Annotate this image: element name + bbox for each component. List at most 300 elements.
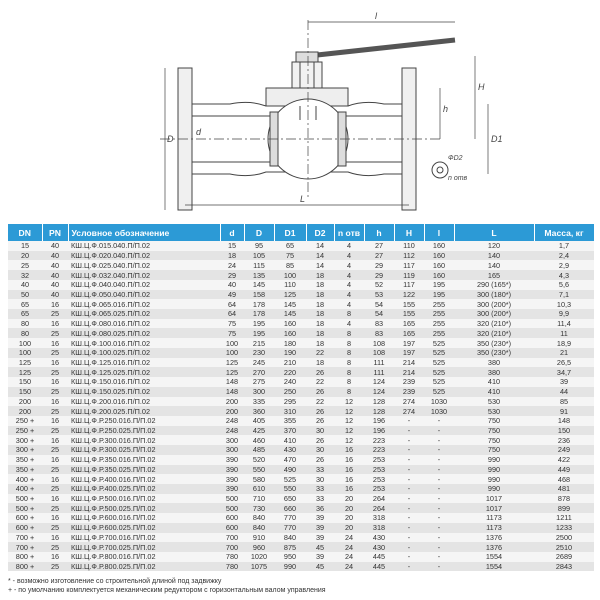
- table-cell: КШ.Ц.Ф.Р.800.025.П/П.02: [68, 562, 220, 572]
- table-cell: КШ.Ц.Ф.065.016.П/П.02: [68, 299, 220, 309]
- table-cell: 64: [220, 299, 244, 309]
- table-cell: 485: [244, 445, 274, 455]
- table-cell: 18: [306, 338, 334, 348]
- table-cell: 430: [364, 542, 394, 552]
- table-cell: 1211: [534, 513, 594, 523]
- table-cell: -: [424, 416, 454, 426]
- table-cell: 111: [364, 367, 394, 377]
- table-cell: 125: [8, 367, 42, 377]
- table-cell: КШ.Ц.Ф.Р.600.025.П/П.02: [68, 523, 220, 533]
- table-cell: 15: [8, 241, 42, 251]
- table-cell: 264: [364, 494, 394, 504]
- table-cell: 160: [424, 251, 454, 261]
- table-cell: 248: [220, 426, 244, 436]
- table-cell: 54: [364, 299, 394, 309]
- table-row: [8, 290, 594, 300]
- table-cell: 26,5: [534, 358, 594, 368]
- table-cell: 80: [8, 319, 42, 329]
- footnote-asterisk: * - возможно изготовление со строительной длиной под задвижку: [8, 578, 222, 585]
- col-header-L: L: [454, 224, 534, 241]
- table-cell: -: [394, 445, 424, 455]
- table-cell: 250 +: [8, 426, 42, 436]
- table-cell: КШ.Ц.Ф.Р.500.025.П/П.02: [68, 503, 220, 513]
- table-cell: 18: [306, 309, 334, 319]
- table-cell: 25: [42, 367, 68, 377]
- table-cell: 1554: [454, 562, 534, 572]
- table-cell: 380: [454, 358, 534, 368]
- table-cell: 2510: [534, 542, 594, 552]
- table-cell: 400 +: [8, 474, 42, 484]
- table-cell: 140: [454, 260, 534, 270]
- table-cell: 210: [274, 358, 306, 368]
- table-cell: 350 (230*): [454, 338, 534, 348]
- table-cell: 253: [364, 474, 394, 484]
- table-row: [8, 309, 594, 319]
- table-cell: 24: [334, 552, 364, 562]
- table-cell: 770: [274, 523, 306, 533]
- table-cell: 8: [334, 377, 364, 387]
- table-cell: 155: [394, 299, 424, 309]
- table-cell: 274: [394, 406, 424, 416]
- table-cell: 449: [534, 465, 594, 475]
- table-cell: 1075: [244, 562, 274, 572]
- table-cell: 410: [454, 387, 534, 397]
- table-cell: КШ.Ц.Ф.065.025.П/П.02: [68, 309, 220, 319]
- table-cell: 350 +: [8, 465, 42, 475]
- table-cell: 108: [364, 338, 394, 348]
- table-row: [8, 251, 594, 261]
- table-cell: 525: [274, 474, 306, 484]
- table-cell: 195: [424, 280, 454, 290]
- table-cell: 150: [8, 377, 42, 387]
- table-cell: КШ.Ц.Ф.125.016.П/П.02: [68, 358, 220, 368]
- table-cell: 18: [306, 319, 334, 329]
- table-cell: 220: [274, 367, 306, 377]
- table-cell: 115: [244, 260, 274, 270]
- table-cell: 960: [244, 542, 274, 552]
- table-cell: КШ.Ц.Ф.050.040.П/П.02: [68, 290, 220, 300]
- table-cell: 840: [244, 523, 274, 533]
- table-cell: 14: [306, 241, 334, 251]
- table-cell: 16: [42, 435, 68, 445]
- table-cell: -: [424, 484, 454, 494]
- table-cell: 249: [534, 445, 594, 455]
- table-cell: 390: [220, 455, 244, 465]
- table-cell: 500: [220, 503, 244, 513]
- table-cell: КШ.Ц.Ф.032.040.П/П.02: [68, 270, 220, 280]
- table-cell: КШ.Ц.Ф.200.016.П/П.02: [68, 397, 220, 407]
- table-cell: 410: [454, 377, 534, 387]
- col-header-n-otv: n отв: [334, 224, 364, 241]
- table-cell: 49: [220, 290, 244, 300]
- table-row: [8, 280, 594, 290]
- col-header-H: H: [394, 224, 424, 241]
- table-cell: 12: [334, 406, 364, 416]
- table-cell: 445: [364, 552, 394, 562]
- table-cell: -: [424, 503, 454, 513]
- table-cell: 12: [334, 426, 364, 436]
- table-cell: 195: [244, 328, 274, 338]
- table-row: [8, 270, 594, 280]
- table-cell: -: [394, 465, 424, 475]
- table-cell: 468: [534, 474, 594, 484]
- dim-label-L: L: [300, 194, 306, 204]
- table-row: [8, 494, 594, 504]
- table-cell: 178: [244, 309, 274, 319]
- table-cell: 18: [306, 270, 334, 280]
- table-cell: 240: [274, 377, 306, 387]
- table-cell: 16: [42, 552, 68, 562]
- table-cell: КШ.Ц.Ф.200.025.П/П.02: [68, 406, 220, 416]
- table-cell: 40: [42, 260, 68, 270]
- table-cell: 145: [274, 299, 306, 309]
- table-cell: 180: [274, 338, 306, 348]
- table-cell: 39: [306, 523, 334, 533]
- table-cell: 700 +: [8, 533, 42, 543]
- table-cell: 230: [244, 348, 274, 358]
- table-cell: 25: [42, 309, 68, 319]
- table-cell: 26: [306, 416, 334, 426]
- table-cell: 135: [244, 270, 274, 280]
- table-cell: 700: [220, 533, 244, 543]
- table-cell: -: [424, 474, 454, 484]
- table-cell: 840: [274, 533, 306, 543]
- table-cell: 22: [306, 348, 334, 358]
- table-cell: 16: [42, 533, 68, 543]
- table-cell: 750: [454, 416, 534, 426]
- table-cell: 525: [424, 377, 454, 387]
- table-cell: 1020: [244, 552, 274, 562]
- table-row: [8, 503, 594, 513]
- table-cell: 83: [364, 319, 394, 329]
- table-cell: 44: [534, 387, 594, 397]
- table-cell: 160: [424, 260, 454, 270]
- table-cell: 200: [8, 397, 42, 407]
- table-cell: -: [424, 542, 454, 552]
- table-cell: 1554: [454, 552, 534, 562]
- table-cell: 2689: [534, 552, 594, 562]
- table-cell: 18: [306, 280, 334, 290]
- table-cell: 253: [364, 484, 394, 494]
- table-cell: 214: [394, 367, 424, 377]
- table-cell: 33: [306, 484, 334, 494]
- table-row: [8, 338, 594, 348]
- table-cell: 178: [244, 299, 274, 309]
- table-cell: 39: [306, 552, 334, 562]
- table-cell: 100: [274, 270, 306, 280]
- table-cell: -: [424, 435, 454, 445]
- table-cell: 490: [274, 465, 306, 475]
- table-cell: КШ.Ц.Ф.015.040.П/П.02: [68, 241, 220, 251]
- table-cell: 650: [274, 494, 306, 504]
- table-cell: 65: [8, 309, 42, 319]
- table-cell: 248: [220, 416, 244, 426]
- table-cell: 40: [8, 280, 42, 290]
- table-cell: 525: [424, 367, 454, 377]
- table-cell: 25: [42, 465, 68, 475]
- table-cell: 160: [274, 328, 306, 338]
- table-cell: 214: [394, 358, 424, 368]
- table-cell: 255: [424, 309, 454, 319]
- table-cell: 990: [454, 474, 534, 484]
- table-cell: 11: [534, 328, 594, 338]
- table-cell: 295: [274, 397, 306, 407]
- table-cell: 125: [8, 358, 42, 368]
- table-cell: 24: [334, 542, 364, 552]
- table-cell: 840: [244, 513, 274, 523]
- table-cell: -: [424, 562, 454, 572]
- table-cell: 150: [8, 387, 42, 397]
- table-body: [8, 241, 594, 571]
- table-cell: 335: [244, 397, 274, 407]
- table-cell: 700: [220, 542, 244, 552]
- table-cell: 100: [220, 338, 244, 348]
- table-row: [8, 435, 594, 445]
- table-cell: КШ.Ц.Ф.Р.400.025.П/П.02: [68, 484, 220, 494]
- table-cell: -: [394, 503, 424, 513]
- table-cell: КШ.Ц.Ф.150.025.П/П.02: [68, 387, 220, 397]
- table-cell: 525: [424, 387, 454, 397]
- table-cell: 30: [306, 474, 334, 484]
- table-cell: 119: [394, 270, 424, 280]
- table-row: [8, 484, 594, 494]
- table-cell: 525: [424, 348, 454, 358]
- table-cell: 270: [244, 367, 274, 377]
- table-cell: 550: [244, 465, 274, 475]
- table-cell: 878: [534, 494, 594, 504]
- table-cell: 25: [42, 387, 68, 397]
- table-cell: 4: [334, 319, 364, 329]
- table-cell: 105: [244, 251, 274, 261]
- table-cell: 215: [244, 338, 274, 348]
- table-cell: 16: [334, 455, 364, 465]
- table-cell: 200: [220, 397, 244, 407]
- table-cell: 290 (165*): [454, 280, 534, 290]
- table-cell: КШ.Ц.Ф.Р.800.016.П/П.02: [68, 552, 220, 562]
- table-cell: 25: [42, 542, 68, 552]
- table-cell: -: [394, 513, 424, 523]
- table-cell: 300: [220, 445, 244, 455]
- table-cell: КШ.Ц.Ф.100.025.П/П.02: [68, 348, 220, 358]
- table-cell: 350 (230*): [454, 348, 534, 358]
- table-cell: 29: [364, 270, 394, 280]
- table-cell: КШ.Ц.Ф.Р.300.016.П/П.02: [68, 435, 220, 445]
- table-cell: 26: [306, 367, 334, 377]
- table-cell: 150: [534, 426, 594, 436]
- table-cell: 15: [220, 241, 244, 251]
- table-cell: 54: [364, 309, 394, 319]
- table-cell: 600 +: [8, 513, 42, 523]
- table-cell: 100: [8, 348, 42, 358]
- table-cell: 223: [364, 445, 394, 455]
- table-cell: -: [394, 523, 424, 533]
- table-cell: 390: [220, 465, 244, 475]
- table-cell: 12: [334, 435, 364, 445]
- table-cell: 39: [306, 533, 334, 543]
- table-cell: 8: [334, 348, 364, 358]
- table-cell: 320 (210*): [454, 328, 534, 338]
- table-cell: 525: [424, 358, 454, 368]
- table-cell: 310: [274, 406, 306, 416]
- table-cell: -: [424, 455, 454, 465]
- table-cell: 300: [244, 387, 274, 397]
- table-cell: 239: [394, 377, 424, 387]
- table-cell: КШ.Ц.Ф.Р.300.025.П/П.02: [68, 445, 220, 455]
- table-cell: 16: [334, 465, 364, 475]
- table-row: [8, 465, 594, 475]
- table-cell: 300 (180*): [454, 290, 534, 300]
- table-cell: 112: [394, 251, 424, 261]
- table-cell: -: [394, 455, 424, 465]
- table-cell: 1017: [454, 494, 534, 504]
- table-cell: 117: [394, 280, 424, 290]
- dim-label-h: h: [443, 104, 449, 114]
- table-row: [8, 416, 594, 426]
- table-cell: 320 (210*): [454, 319, 534, 329]
- spec-table: [8, 224, 595, 571]
- table-row: [8, 299, 594, 309]
- table-cell: 600: [220, 523, 244, 533]
- table-cell: КШ.Ц.Ф.Р.350.025.П/П.02: [68, 465, 220, 475]
- table-cell: -: [394, 426, 424, 436]
- table-cell: 125: [220, 367, 244, 377]
- table-cell: 30: [306, 426, 334, 436]
- table-cell: 730: [244, 503, 274, 513]
- table-cell: 255: [424, 299, 454, 309]
- table-cell: 32: [8, 270, 42, 280]
- table-cell: -: [424, 523, 454, 533]
- table-cell: -: [394, 542, 424, 552]
- table-cell: 18,9: [534, 338, 594, 348]
- table-cell: 53: [364, 290, 394, 300]
- table-cell: 4: [334, 251, 364, 261]
- dim-label-n-otv: n отв: [448, 175, 468, 182]
- table-cell: 75: [220, 319, 244, 329]
- table-cell: 430: [364, 533, 394, 543]
- table-cell: 16: [42, 474, 68, 484]
- table-cell: 16: [42, 319, 68, 329]
- table-cell: КШ.Ц.Ф.Р.600.016.П/П.02: [68, 513, 220, 523]
- table-cell: 700 +: [8, 542, 42, 552]
- table-cell: 500 +: [8, 503, 42, 513]
- table-cell: 25: [42, 484, 68, 494]
- footnotes: [8, 577, 326, 595]
- col-header-D2: D2: [306, 224, 334, 241]
- table-cell: 990: [454, 484, 534, 494]
- table-cell: 40: [42, 290, 68, 300]
- table-cell: 25: [8, 260, 42, 270]
- table-cell: КШ.Ц.Ф.150.016.П/П.02: [68, 377, 220, 387]
- table-cell: 158: [244, 290, 274, 300]
- table-cell: 52: [364, 280, 394, 290]
- dim-label-D2: ФD2: [448, 155, 463, 162]
- table-cell: 16: [42, 416, 68, 426]
- table-cell: 400 +: [8, 484, 42, 494]
- table-cell: 140: [454, 251, 534, 261]
- table-cell: -: [424, 513, 454, 523]
- table-cell: КШ.Ц.Ф.025.040.П/П.02: [68, 260, 220, 270]
- table-row: [8, 474, 594, 484]
- table-cell: 20: [334, 523, 364, 533]
- table-cell: 197: [394, 348, 424, 358]
- table-cell: 24: [334, 562, 364, 572]
- table-row: [8, 387, 594, 397]
- table-cell: 195: [424, 290, 454, 300]
- table-cell: 197: [394, 338, 424, 348]
- table-cell: 2,9: [534, 260, 594, 270]
- table-cell: 165: [394, 319, 424, 329]
- table-cell: 25: [42, 562, 68, 572]
- table-cell: -: [394, 533, 424, 543]
- table-cell: 253: [364, 465, 394, 475]
- table-cell: -: [424, 465, 454, 475]
- table-cell: 24: [220, 260, 244, 270]
- table-cell: 1376: [454, 542, 534, 552]
- table-cell: 1017: [454, 503, 534, 513]
- dim-label-D1: D1: [491, 134, 503, 144]
- table-cell: 39: [534, 377, 594, 387]
- table-cell: 8: [334, 387, 364, 397]
- table-cell: 148: [220, 387, 244, 397]
- table-cell: 422: [534, 455, 594, 465]
- table-cell: 120: [454, 241, 534, 251]
- table-cell: 710: [244, 494, 274, 504]
- table-cell: 4: [334, 260, 364, 270]
- table-cell: 380: [454, 367, 534, 377]
- table-cell: 8: [334, 367, 364, 377]
- table-cell: -: [424, 445, 454, 455]
- table-cell: 360: [244, 406, 274, 416]
- table-cell: 445: [364, 562, 394, 572]
- table-cell: -: [424, 426, 454, 436]
- table-cell: 18: [220, 251, 244, 261]
- table-cell: 40: [42, 241, 68, 251]
- table-cell: 300: [220, 435, 244, 445]
- table-cell: КШ.Ц.Ф.Р.250.025.П/П.02: [68, 426, 220, 436]
- table-cell: 530: [454, 397, 534, 407]
- table-row: [8, 358, 594, 368]
- table-row: [8, 533, 594, 543]
- table-cell: 27: [364, 241, 394, 251]
- table-row: [8, 426, 594, 436]
- table-cell: 25: [42, 503, 68, 513]
- table-cell: 145: [274, 309, 306, 319]
- table-cell: 550: [274, 484, 306, 494]
- table-cell: 239: [394, 387, 424, 397]
- table-cell: 64: [220, 309, 244, 319]
- table-cell: 83: [364, 328, 394, 338]
- table-row: [8, 542, 594, 552]
- table-cell: 1376: [454, 533, 534, 543]
- table-cell: 470: [274, 455, 306, 465]
- table-cell: 223: [364, 435, 394, 445]
- table-cell: -: [424, 533, 454, 543]
- table-row: [8, 523, 594, 533]
- table-cell: -: [424, 494, 454, 504]
- table-cell: 530: [454, 406, 534, 416]
- table-cell: 4: [334, 299, 364, 309]
- table-row: [8, 552, 594, 562]
- table-cell: 20: [334, 494, 364, 504]
- table-cell: 2,4: [534, 251, 594, 261]
- table-cell: 250: [274, 387, 306, 397]
- table-cell: 25: [42, 328, 68, 338]
- table-cell: 770: [274, 513, 306, 523]
- table-cell: 500: [220, 494, 244, 504]
- dim-label-H: H: [478, 82, 485, 92]
- table-cell: 148: [534, 416, 594, 426]
- table-cell: 10,3: [534, 299, 594, 309]
